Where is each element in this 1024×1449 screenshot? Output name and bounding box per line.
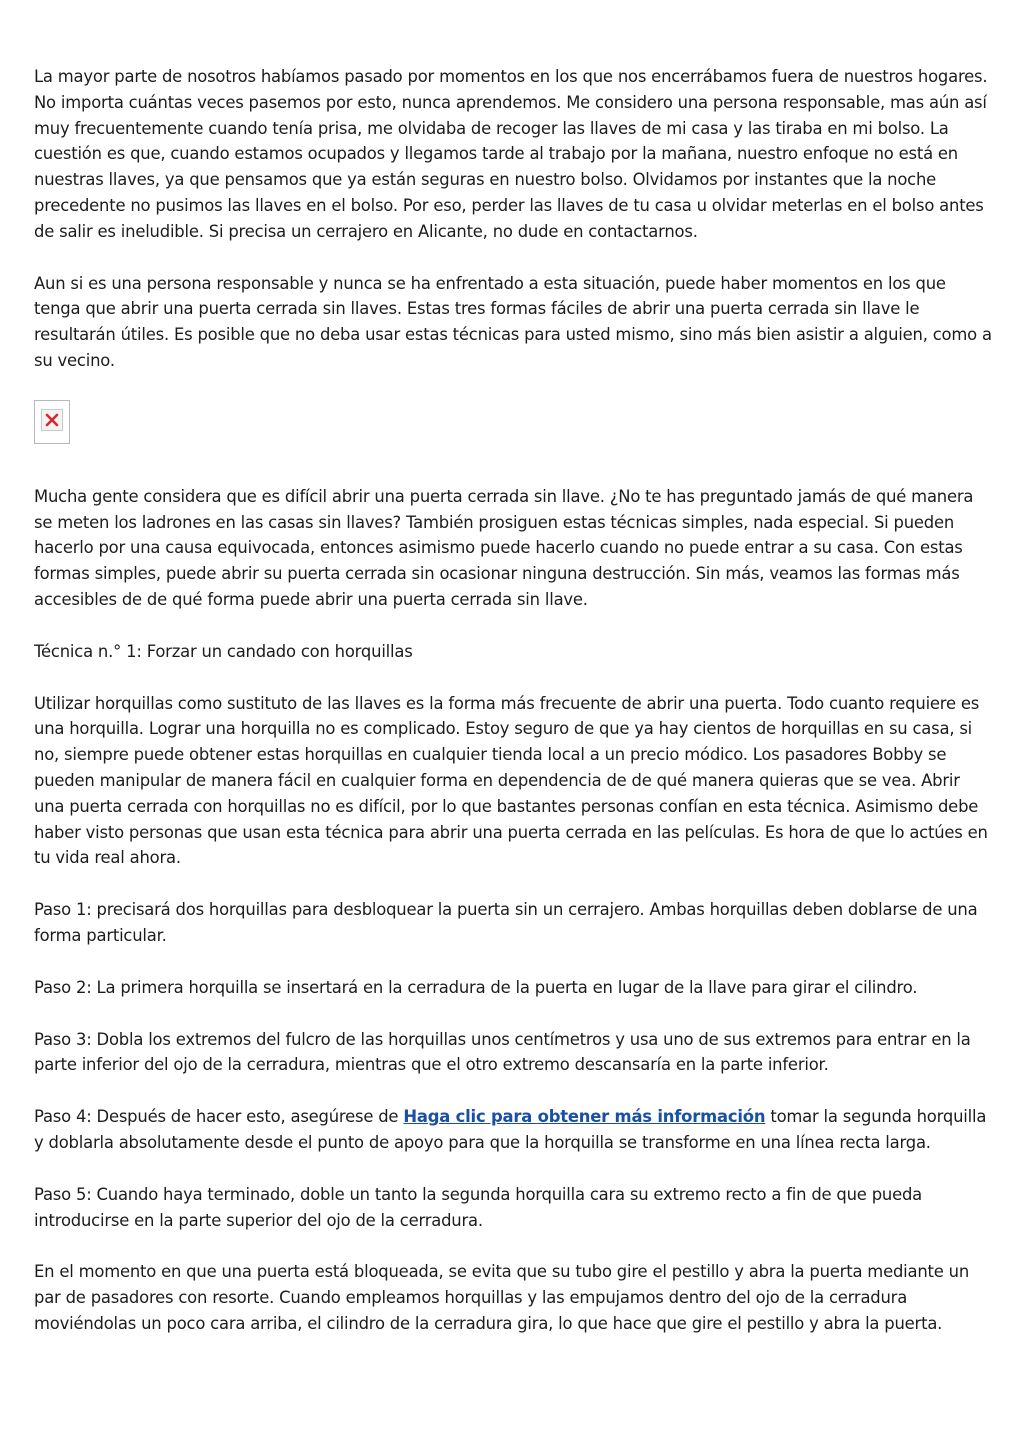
paragraph-intro: La mayor parte de nosotros habíamos pasado por momentos en los que nos encerrábamos fuera de nuestros hogares. No importa cuántas veces pasemos por esto, nunca aprendemos. Me considero una persona responsable, mas aún así muy frecuentemente cuando tenía prisa, me olvidaba de recoger las llaves de mi casa y las tiraba en mi bolso. La cuestión es que, cuando estamos ocupados y llegamos tarde al trabajo por la mañana, nuestro enfoque no está en nuestras llaves, ya que pensamos que ya están seguras en nuestro bolso. Olvidamos por instantes que la noche precedente no pusimos las llaves en el bolso. Por eso, perder las llaves de tu casa u olvidar meterlas en el bolso antes de salir es ineludible. Si precisa un cerrajero en Alicante, no dude en contactarnos. bbox=[34, 67, 988, 241]
paragraph-step-4 bbox=[34, 1104, 992, 1156]
paragraph-step-2: Paso 2: La primera horquilla se insertará en la cerradura de la puerta en lugar de la llave para girar el cilindro. bbox=[34, 977, 918, 997]
more-info-link[interactable]: Haga clic para obtener más información bbox=[403, 1107, 766, 1127]
section-heading-technique-1: Técnica n.° 1: Forzar un candado con horquillas bbox=[34, 641, 413, 661]
broken-image-icon bbox=[41, 409, 63, 431]
step-4-text-after: tomar la segunda horquilla y doblarla absolutamente desde el punto de apoyo para que la horquilla se transforme en una línea recta larga. bbox=[34, 1107, 987, 1152]
paragraph-lock-mechanism: En el momento en que una puerta está bloqueada, se evita que su tubo gire el pestillo y abra la puerta mediante un par de pasadores con resorte. Cuando empleamos horquillas y las empujamos dentro del ojo de la cerradura moviéndolas un poco cara arriba, el cilindro de la cerradura gira, lo que hace que gire el pestillo y abra la puerta. bbox=[34, 1262, 970, 1333]
broken-image-placeholder bbox=[34, 400, 70, 444]
close-x-icon bbox=[45, 413, 59, 427]
paragraph-hairpins: Utilizar horquillas como sustituto de las llaves es la forma más frecuente de abrir una puerta. Todo cuanto requiere es una horquilla. Lograr una horquilla no es complicado. Estoy seguro de que ya hay cientos de horquillas en su casa, si no, siempre puede obtener estas horquillas en cualquier tienda local a un precio módico. Los pasadores Bobby se pueden manipular de manera fácil en cualquier forma en dependencia de de qué manera quieras que se vea. Abrir una puerta cerrada con horquillas no es difícil, por lo que bastantes personas confían en esta técnica. Asimismo debe haber visto personas que usan esta técnica para abrir una puerta cerrada en las películas. Es hora de que lo actúes en tu vida real ahora. bbox=[34, 693, 988, 868]
document-body bbox=[34, 64, 992, 1363]
paragraph-step-1: Paso 1: precisará dos horquillas para desbloquear la puerta sin un cerrajero. Ambas horquillas deben doblarse de una forma particular. bbox=[34, 900, 978, 945]
paragraph-step-5: Paso 5: Cuando haya terminado, doble un tanto la segunda horquilla cara su extremo recto a fin de que pueda introducirse en la parte superior del ojo de la cerradura. bbox=[34, 1184, 923, 1230]
step-4-text-before: Paso 4: Después de hacer esto, asegúrese de bbox=[34, 1107, 404, 1127]
paragraph-step-3: Paso 3: Dobla los extremos del fulcro de las horquillas unos centímetros y usa uno de sus extremos para entrar en la parte inferior del ojo de la cerradura, mientras que el otro extremo descansaría en la parte inferior. bbox=[34, 1029, 971, 1075]
paragraph-thieves: Mucha gente considera que es difícil abrir una puerta cerrada sin llave. ¿No te has preguntado jamás de qué manera se meten los ladrones en las casas sin llaves? También prosiguen estas técnicas simples, nada especial. Si pueden hacerlo por una causa equivocada, entonces asimismo puede hacerlo cuando no puede entrar a su casa. Con estas formas simples, puede abrir su puerta cerrada sin ocasionar ninguna destrucción. Sin más, veamos las formas más accesibles de de qué forma puede abrir una puerta cerrada sin llave. bbox=[34, 486, 974, 609]
paragraph-responsible: Aun si es una persona responsable y nunca se ha enfrentado a esta situación, puede haber momentos en los que tenga que abrir una puerta cerrada sin llaves. Estas tres formas fáciles de abrir una puerta cerrada sin llave le resultarán útiles. Es posible que no deba usar estas técnicas para usted mismo, sino más bien asistir a alguien, como a su vecino. bbox=[34, 273, 992, 370]
